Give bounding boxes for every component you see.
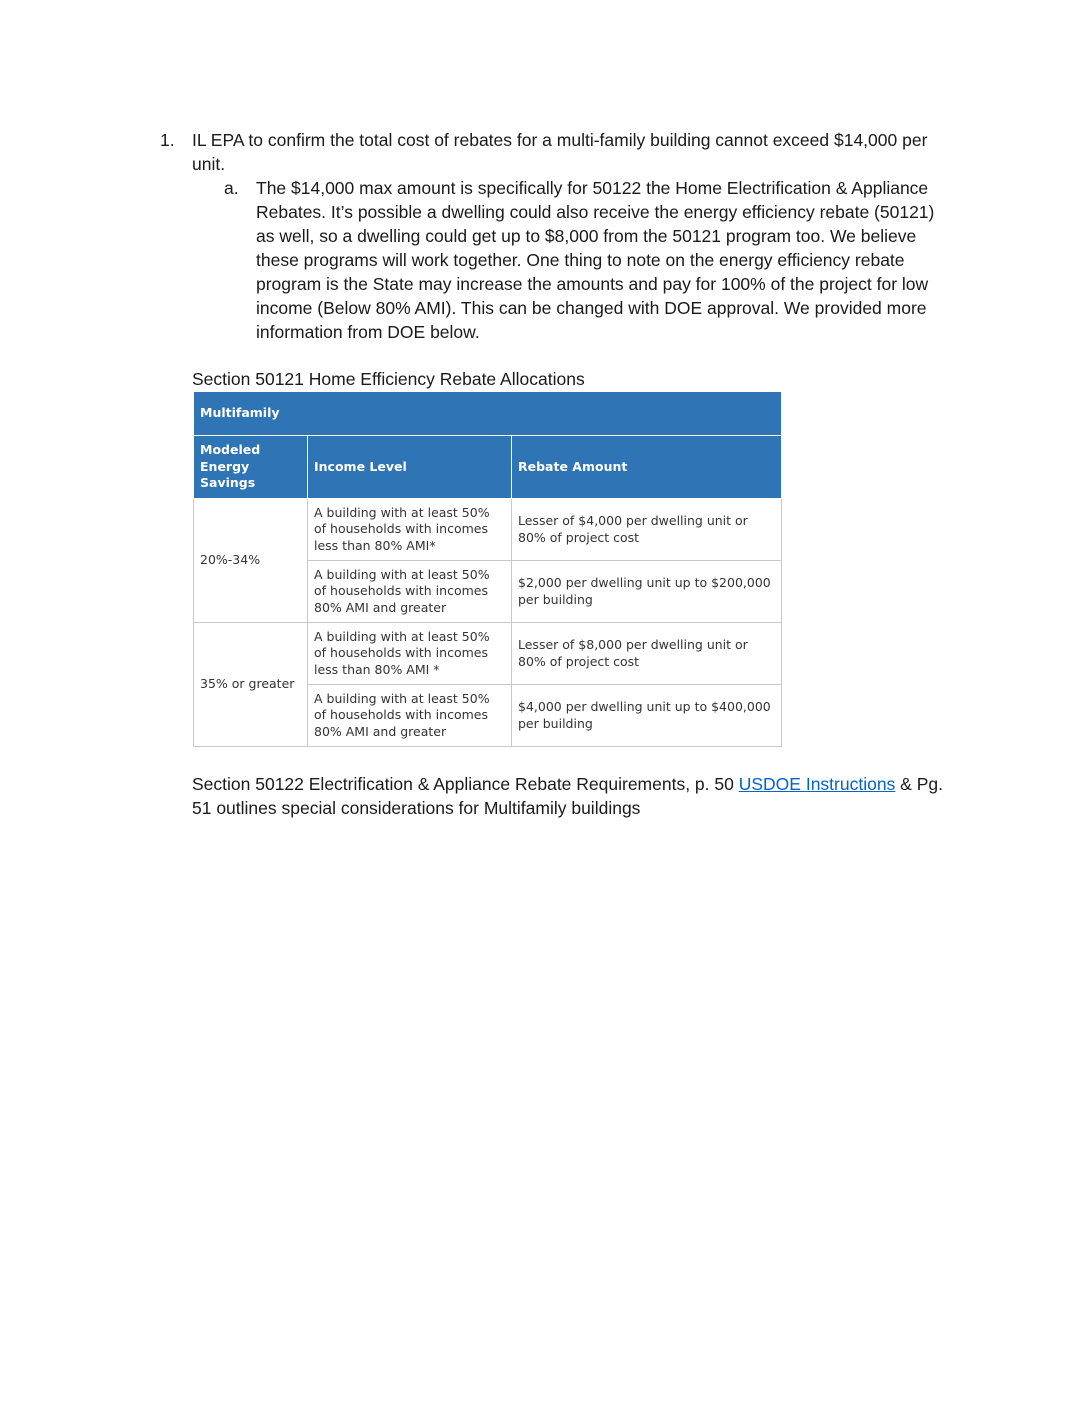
income-cell: A building with at least 50% of households with incomes 80% AMI and greater xyxy=(308,561,512,623)
rebate-allocations-table xyxy=(193,391,782,747)
income-cell: A building with at least 50% of households with incomes less than 80% AMI* xyxy=(308,499,512,561)
rebate-cell: $2,000 per dwelling unit up to $200,000 per building xyxy=(512,561,782,623)
savings-cell: 20%-34% xyxy=(194,499,308,623)
closing-text-after-link: & Pg. 51 outlines special considerations for Multifamily buildings xyxy=(192,774,943,818)
table-title-row xyxy=(194,392,782,436)
column-header-income: Income Level xyxy=(308,436,512,499)
table-row xyxy=(194,499,782,561)
sub-list-item-text: The $14,000 max amount is specifically for 50122 the Home Electrification & Appliance Rebates. It’s possible a dwelling could also receive the energy efficiency rebate (50121) as well, so a dwelling could get up to $8,000 from the 50121 program too. We believe these programs will work together. One thing to note on the energy efficiency rebate program is the State may increase the amounts and pay for 100% of the project for low income (Below 80% AMI). This can be changed with DOE approval. We provided more information from DOE below. xyxy=(256,178,935,342)
list-item-marker: 1. xyxy=(160,130,175,150)
table-header-row xyxy=(194,436,782,499)
table-title: Multifamily xyxy=(194,392,782,436)
savings-cell: 35% or greater xyxy=(194,623,308,747)
table-row xyxy=(194,623,782,685)
usdoe-instructions-link[interactable]: USDOE Instructions xyxy=(738,774,896,794)
rebate-cell: Lesser of $8,000 per dwelling unit or 80% of project cost xyxy=(512,623,782,685)
rebate-cell: $4,000 per dwelling unit up to $400,000 per building xyxy=(512,685,782,747)
sub-list-item-marker: a. xyxy=(224,178,239,198)
income-cell: A building with at least 50% of households with incomes less than 80% AMI * xyxy=(308,623,512,685)
rebate-cell: Lesser of $4,000 per dwelling unit or 80% of project cost xyxy=(512,499,782,561)
closing-paragraph xyxy=(192,772,962,820)
column-header-rebate: Rebate Amount xyxy=(512,436,782,499)
list-item-text: IL EPA to confirm the total cost of rebates for a multi-family building cannot exceed $14,000 per unit. xyxy=(192,130,928,174)
table-caption: Section 50121 Home Efficiency Rebate Allocations xyxy=(192,369,585,389)
income-cell: A building with at least 50% of households with incomes 80% AMI and greater xyxy=(308,685,512,747)
column-header-savings: Modeled Energy Savings xyxy=(194,436,308,499)
closing-text-before-link: Section 50122 Electrification & Appliance Rebate Requirements, p. 50 xyxy=(192,774,739,794)
